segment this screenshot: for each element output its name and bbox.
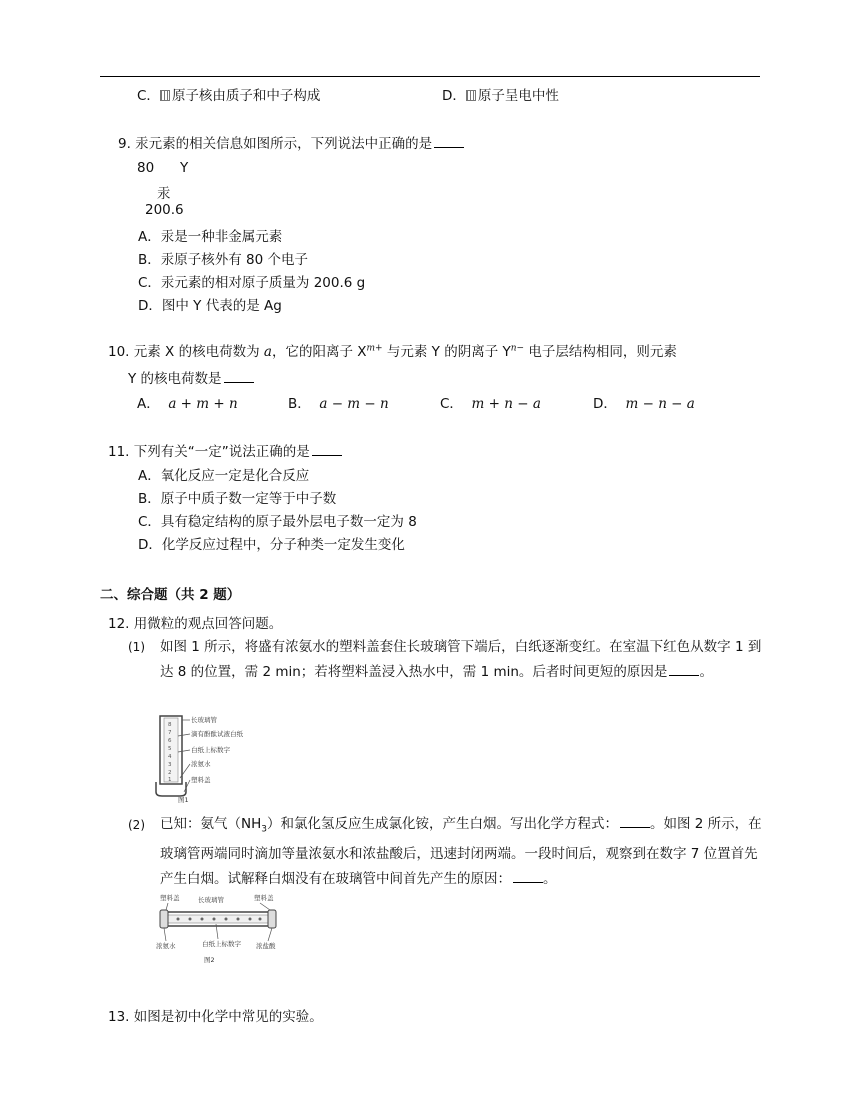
q10-stem-line2: Y 的核电荷数是	[128, 367, 254, 387]
fig2-label: 塑料盖	[160, 894, 180, 902]
q12-stem: 12. 用微粒的观点回答问题。	[108, 616, 283, 632]
q11-option-c: C．具有稳定结构的原子最外层电子数一定为 8	[138, 514, 417, 530]
answer-blank[interactable]	[434, 133, 464, 148]
fig2-label: 浓盐酸	[256, 942, 276, 950]
q11-stem: 11. 下列有关“一定”说法正确的是	[108, 440, 342, 460]
answer-blank[interactable]	[513, 868, 543, 883]
q10-option-c: C． m + n − a	[440, 396, 541, 412]
section-heading: 二、综合题（共 2 题）	[100, 587, 241, 603]
element-cell-number: 80	[137, 160, 155, 176]
q10-option-b: B． a − m − n	[288, 396, 389, 412]
image-placeholder-icon	[466, 90, 476, 101]
q12-part1-number: (1)	[128, 640, 145, 654]
fig2-label: 塑料盖	[254, 894, 274, 902]
q8-option-c: C． 原子核由质子和中子构成	[137, 88, 321, 104]
q9-option-b: B．汞原子核外有 80 个电子	[138, 252, 309, 268]
answer-blank[interactable]	[312, 441, 342, 456]
figure-1	[150, 712, 250, 804]
fig1-digit: 6	[168, 738, 172, 744]
element-cell-name: 汞	[157, 186, 171, 202]
q12-part2-text: 已知：氨气$(NH_3)$和氯化氢反应生成氯化铵，产生白烟。写出化学方程式： 。如图 2 所示，在玻璃管两端同时滴加等量浓氨水和浓盐酸后，迅速封闭两端。一段时间后，观察到在数字 7 位置首先产生白烟。试解释白烟没有在玻璃管中间首先产生的原因： 。	[160, 812, 762, 891]
fig1-digit: 2	[168, 770, 172, 776]
element-cell-symbol: Y	[180, 160, 189, 176]
fig1-digit: 8	[168, 722, 172, 728]
q12-part2-number: (2)	[128, 818, 145, 832]
fig1-digit: 5	[168, 746, 172, 752]
q11-option-d: D．化学反应过程中，分子种类一定发生变化	[138, 537, 405, 553]
fig2-caption: 图2	[204, 956, 215, 964]
figure-2	[156, 890, 284, 966]
fig1-digit: 4	[168, 754, 172, 760]
answer-blank[interactable]	[224, 368, 254, 383]
q11-option-b: B．原子中质子数一定等于中子数	[138, 491, 337, 507]
fig1-caption: 图1	[178, 796, 189, 804]
fig1-label: 长玻璃管	[191, 716, 217, 724]
answer-blank[interactable]	[669, 661, 699, 676]
element-cell-mass: 200.6	[145, 202, 184, 218]
fig1-digit: 7	[168, 730, 172, 736]
fig2-label: 浓氨水	[156, 942, 176, 950]
fig1-label: 塑料盖	[191, 776, 211, 784]
fig1-label: 浓氨水	[191, 760, 211, 768]
fig1-digit: 3	[168, 762, 172, 768]
q12-part1-text: 如图 1 所示，将盛有浓氨水的塑料盖套住长玻璃管下端后，白纸逐渐变红。在室温下红色从数字 1 到达 8 的位置，需 2 min；若将塑料盖浸入热水中，需 1 min。后者时间更短的原因是 。	[160, 639, 762, 680]
q13-stem: 13. 如图是初中化学中常见的实验。	[108, 1009, 323, 1025]
fig1-digit: 1	[168, 777, 172, 783]
q9-option-d: D．图中 Y 代表的是 Ag	[138, 298, 282, 314]
q9-option-a: A．汞是一种非金属元素	[138, 229, 283, 245]
fig2-label: 长玻璃管	[198, 896, 224, 904]
answer-blank[interactable]	[620, 813, 650, 828]
q10-stem-line1: 10. 元素 X 的核电荷数为 a，它的阳离子 $X^{m+}$ 与元素 Y 的阴离子 $Y^{n-}$ 电子层结构相同，则元素	[108, 343, 677, 360]
fig1-label: 滴有酚酞试液白纸	[191, 730, 243, 738]
fig1-label: 白纸上标数字	[191, 746, 230, 754]
q8-option-d: D． 原子呈电中性	[442, 88, 559, 104]
q11-option-a: A．氧化反应一定是化合反应	[138, 468, 310, 484]
q10-option-a: A． a + m + n	[137, 396, 238, 412]
q10-option-d: D． m − n − a	[593, 396, 695, 412]
q9-stem: 9. 汞元素的相关信息如图所示，下列说法中正确的是	[118, 132, 464, 152]
q9-option-c: C．汞元素的相对原子质量为 200.6 g	[138, 275, 366, 291]
image-placeholder-icon	[160, 90, 170, 101]
header-rule	[100, 76, 760, 77]
fig2-label: 白纸上标数字	[202, 940, 241, 948]
